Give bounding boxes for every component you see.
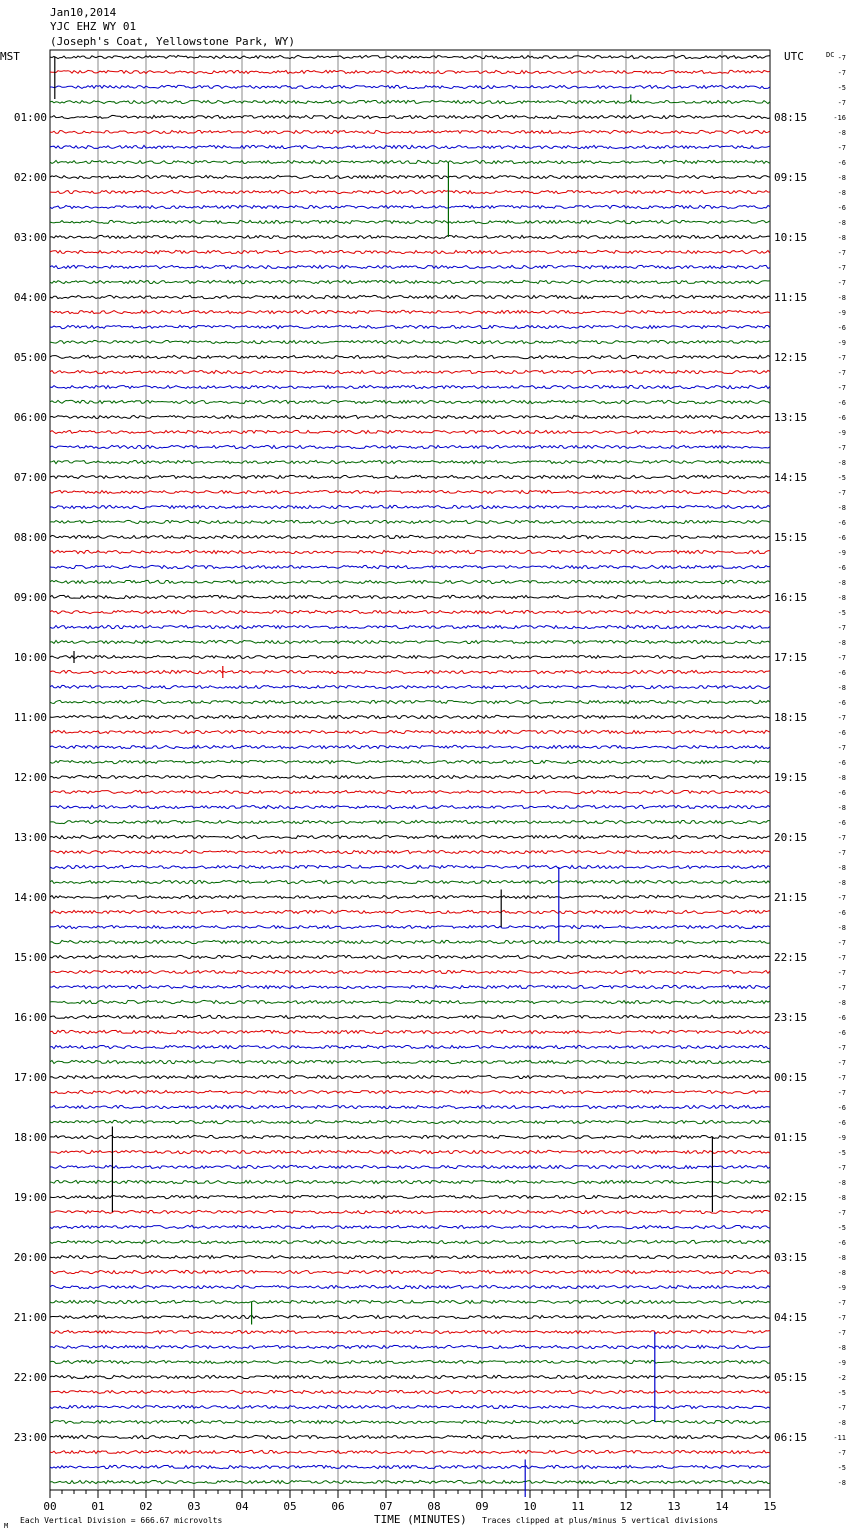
right-timezone-label: UTC	[784, 50, 804, 63]
dc-offset-label: -6	[837, 909, 846, 917]
mst-hour-label: 12:00	[13, 771, 47, 784]
trace-row-60	[50, 955, 770, 958]
dc-offset-label: -7	[837, 1404, 846, 1412]
trace-row-6	[50, 145, 770, 148]
dc-offset-label: -7	[837, 444, 846, 452]
trace-row-40	[50, 656, 770, 659]
dc-offset-label: -7	[837, 834, 846, 842]
dc-offset-label: -7	[837, 1089, 846, 1097]
mst-hour-label: 10:00	[13, 651, 47, 664]
utc-hour-label: 14:15	[774, 471, 808, 484]
trace-row-8	[50, 175, 770, 178]
mst-hour-label: 23:00	[13, 1431, 47, 1444]
trace-row-30	[50, 505, 770, 508]
trace-row-54	[50, 865, 770, 868]
trace-row-82	[50, 1285, 770, 1288]
utc-hour-label: 18:15	[774, 711, 808, 724]
dc-offset-label: -7	[837, 624, 846, 632]
trace-row-35	[50, 580, 770, 583]
dc-offset-label: -9	[837, 429, 846, 437]
trace-row-52	[50, 835, 770, 838]
dc-offset-label: -8	[837, 879, 846, 887]
utc-hour-label: 09:15	[774, 171, 808, 184]
mst-hour-label: 16:00	[13, 1011, 47, 1024]
dc-offset-label: -7	[837, 1044, 846, 1052]
dc-offset-label: -6	[837, 819, 846, 827]
trace-row-20	[50, 355, 770, 358]
dc-offset-label: -7	[837, 54, 846, 62]
dc-offset-label: -9	[837, 309, 846, 317]
dc-offset-label: -5	[837, 1389, 846, 1397]
dc-offset-label: -8	[837, 1479, 846, 1487]
mst-hour-label: 19:00	[13, 1191, 47, 1204]
trace-row-50	[50, 805, 770, 808]
trace-group	[50, 55, 770, 1483]
trace-row-89	[50, 1390, 770, 1393]
trace-row-65	[50, 1030, 770, 1033]
trace-row-75	[50, 1180, 770, 1183]
dc-offset-label: -6	[837, 564, 846, 572]
date-label: Jan10,2014	[50, 6, 117, 19]
dc-offset-label: -2	[837, 1374, 846, 1382]
mst-hour-label: 20:00	[13, 1251, 47, 1264]
dc-offset-label: -7	[837, 279, 846, 287]
dc-offset-label: -8	[837, 639, 846, 647]
x-tick-label: 09	[475, 1500, 489, 1513]
dc-offset-label: -7	[837, 144, 846, 152]
trace-row-48	[50, 775, 770, 778]
dc-offset-label: -8	[837, 579, 846, 587]
dc-offset-label: -8	[837, 234, 846, 242]
dc-offset-label: -5	[837, 1149, 846, 1157]
dc-offset-label: -7	[837, 99, 846, 107]
trace-row-73	[50, 1150, 770, 1153]
dc-offset-label: -7	[837, 714, 846, 722]
trace-row-61	[50, 970, 770, 973]
dc-offset-label: -8	[837, 504, 846, 512]
dc-offset-label: -7	[837, 849, 846, 857]
mst-hour-label: 01:00	[13, 111, 47, 124]
trace-row-34	[50, 565, 770, 568]
trace-row-83	[50, 1300, 770, 1303]
x-tick-label: 00	[43, 1500, 57, 1513]
utc-hour-label: 04:15	[774, 1311, 808, 1324]
utc-hour-label: 08:15	[774, 111, 808, 124]
trace-row-24	[50, 415, 770, 418]
trace-row-33	[50, 550, 770, 553]
trace-row-91	[50, 1420, 770, 1423]
dc-offset-header: DC	[826, 51, 835, 59]
dc-offset-label: -7	[837, 264, 846, 272]
trace-row-79	[50, 1240, 770, 1243]
dc-offset-label: -8	[837, 1254, 846, 1262]
dc-offset-label: -7	[837, 69, 846, 77]
dc-offset-label: -7	[837, 1059, 846, 1067]
mst-hour-label: 14:00	[13, 891, 47, 904]
x-tick-label: 06	[331, 1500, 345, 1513]
trace-row-62	[50, 985, 770, 988]
utc-hour-label: 11:15	[774, 291, 808, 304]
utc-hour-label: 23:15	[774, 1011, 808, 1024]
dc-offset-label: -8	[837, 1344, 846, 1352]
dc-offset-label: -7	[837, 1299, 846, 1307]
dc-offset-label: -9	[837, 339, 846, 347]
trace-row-31	[50, 520, 770, 523]
x-tick-label: 08	[427, 1500, 441, 1513]
trace-row-43	[50, 700, 770, 703]
dc-offset-label: -7	[837, 384, 846, 392]
dc-offset-label: -7	[837, 1449, 846, 1457]
trace-row-23	[50, 400, 770, 403]
left-timezone-label: MST	[0, 50, 20, 63]
station-label: YJC EHZ WY 01	[50, 20, 137, 33]
trace-row-56	[50, 895, 770, 898]
dc-offset-label: -8	[837, 1179, 846, 1187]
trace-row-10	[50, 205, 770, 208]
clip-note: Traces clipped at plus/minus 5 vertical divisions	[482, 1516, 719, 1525]
trace-row-72	[50, 1135, 770, 1138]
trace-row-7	[50, 160, 770, 163]
dc-offset-label: -8	[837, 864, 846, 872]
utc-hour-label: 21:15	[774, 891, 808, 904]
x-tick-label: 04	[235, 1500, 249, 1513]
trace-row-58	[50, 925, 770, 928]
dc-offset-label: -6	[837, 159, 846, 167]
x-tick-label: 13	[667, 1500, 681, 1513]
trace-row-32	[50, 535, 770, 538]
dc-offset-label: -6	[837, 1104, 846, 1112]
x-tick-label: 15	[763, 1500, 777, 1513]
dc-offset-label: -8	[837, 1269, 846, 1277]
utc-hour-label: 15:15	[774, 531, 808, 544]
utc-hour-label: 12:15	[774, 351, 808, 364]
trace-row-0	[50, 55, 770, 58]
x-tick-label: 03	[187, 1500, 201, 1513]
trace-row-59	[50, 940, 770, 943]
trace-row-76	[50, 1195, 770, 1198]
mst-hour-label: 05:00	[13, 351, 47, 364]
dc-offset-label: -8	[837, 189, 846, 197]
x-tick-label: 11	[571, 1500, 585, 1513]
trace-row-25	[50, 430, 770, 433]
x-tick-label: 07	[379, 1500, 393, 1513]
dc-offset-label: -6	[837, 399, 846, 407]
x-tick-label: 12	[619, 1500, 633, 1513]
dc-offset-label: -8	[837, 294, 846, 302]
utc-hour-label: 02:15	[774, 1191, 808, 1204]
mst-hour-label: 08:00	[13, 531, 47, 544]
trace-row-95	[50, 1480, 770, 1483]
trace-row-42	[50, 685, 770, 688]
trace-row-4	[50, 115, 770, 118]
trace-row-14	[50, 265, 770, 268]
dc-offset-label: -7	[837, 1164, 846, 1172]
utc-hour-label: 01:15	[774, 1131, 808, 1144]
mst-hour-label: 09:00	[13, 591, 47, 604]
x-tick-label: 10	[523, 1500, 537, 1513]
trace-row-1	[50, 70, 770, 73]
utc-hour-label: 05:15	[774, 1371, 808, 1384]
trace-row-38	[50, 625, 770, 628]
trace-row-44	[50, 715, 770, 718]
utc-hour-label: 13:15	[774, 411, 808, 424]
dc-offset-label: -6	[837, 1239, 846, 1247]
dc-offset-label: -5	[837, 1224, 846, 1232]
utc-hour-label: 19:15	[774, 771, 808, 784]
dc-offset-label: -9	[837, 1134, 846, 1142]
x-axis-title: TIME (MINUTES)	[374, 1513, 467, 1526]
trace-row-64	[50, 1015, 770, 1018]
dc-offset-label: -7	[837, 969, 846, 977]
dc-offset-label: -7	[837, 249, 846, 257]
dc-offset-label: -6	[837, 519, 846, 527]
trace-row-12	[50, 235, 770, 238]
dc-offset-label: -8	[837, 129, 846, 137]
mst-hour-label: 07:00	[13, 471, 47, 484]
dc-offset-label: -6	[837, 789, 846, 797]
trace-row-29	[50, 490, 770, 493]
dc-offset-label: -5	[837, 84, 846, 92]
trace-row-45	[50, 730, 770, 733]
trace-row-51	[50, 820, 770, 823]
trace-row-80	[50, 1255, 770, 1258]
dc-offset-label: -5	[837, 474, 846, 482]
trace-row-94	[50, 1465, 770, 1468]
dc-offset-label: -7	[837, 1329, 846, 1337]
trace-row-57	[50, 910, 770, 913]
dc-offset-label: -6	[837, 1029, 846, 1037]
trace-row-71	[50, 1120, 770, 1123]
x-tick-label: 14	[715, 1500, 729, 1513]
trace-row-53	[50, 850, 770, 853]
dc-offset-label: -6	[837, 759, 846, 767]
trace-row-36	[50, 595, 770, 598]
dc-offset-label: -9	[837, 1359, 846, 1367]
dc-offset-label: -7	[837, 354, 846, 362]
scale-note: Each Vertical Division = 666.67 microvolts	[20, 1516, 223, 1525]
dc-offset-label: -8	[837, 774, 846, 782]
x-tick-label: 02	[139, 1500, 153, 1513]
corner-mark: M	[4, 1522, 9, 1530]
trace-row-19	[50, 340, 770, 343]
trace-row-2	[50, 85, 770, 88]
trace-row-21	[50, 370, 770, 373]
trace-row-92	[50, 1435, 770, 1438]
mst-hour-label: 17:00	[13, 1071, 47, 1084]
trace-row-3	[50, 100, 770, 103]
dc-offset-label: -7	[837, 939, 846, 947]
trace-row-37	[50, 610, 770, 613]
trace-row-63	[50, 1000, 770, 1003]
trace-row-66	[50, 1045, 770, 1048]
trace-row-93	[50, 1450, 770, 1453]
trace-row-9	[50, 190, 770, 193]
dc-offset-label: -5	[837, 1464, 846, 1472]
trace-row-41	[50, 670, 770, 673]
dc-offset-label: -8	[837, 999, 846, 1007]
trace-row-28	[50, 475, 770, 478]
dc-offset-label: -7	[837, 1074, 846, 1082]
utc-hour-label: 22:15	[774, 951, 808, 964]
trace-row-47	[50, 760, 770, 763]
utc-hour-label: 00:15	[774, 1071, 808, 1084]
trace-row-18	[50, 325, 770, 328]
dc-offset-label: -9	[837, 549, 846, 557]
dc-offset-label: -8	[837, 219, 846, 227]
dc-offset-label: -8	[837, 459, 846, 467]
trace-row-86	[50, 1345, 770, 1348]
trace-row-55	[50, 880, 770, 883]
dc-offset-label: -6	[837, 414, 846, 422]
dc-offset-label: -11	[833, 1434, 846, 1442]
utc-hour-label: 06:15	[774, 1431, 808, 1444]
trace-row-85	[50, 1330, 770, 1333]
dc-offset-label: -6	[837, 204, 846, 212]
dc-offset-label: -8	[837, 174, 846, 182]
mst-hour-label: 04:00	[13, 291, 47, 304]
dc-offset-label: -6	[837, 534, 846, 542]
dc-offset-label: -7	[837, 744, 846, 752]
mst-hour-label: 22:00	[13, 1371, 47, 1384]
trace-row-69	[50, 1091, 770, 1094]
dc-offset-label: -7	[837, 984, 846, 992]
trace-row-27	[50, 460, 770, 463]
trace-row-81	[50, 1270, 770, 1273]
dc-offset-label: -6	[837, 669, 846, 677]
dc-offset-label: -7	[837, 654, 846, 662]
utc-hour-label: 03:15	[774, 1251, 808, 1264]
dc-offset-label: -7	[837, 489, 846, 497]
utc-hour-label: 10:15	[774, 231, 808, 244]
mst-hour-label: 02:00	[13, 171, 47, 184]
mst-hour-label: 03:00	[13, 231, 47, 244]
trace-row-11	[50, 220, 770, 223]
dc-offset-label: -7	[837, 369, 846, 377]
x-tick-label: 05	[283, 1500, 297, 1513]
trace-row-39	[50, 640, 770, 643]
trace-row-17	[50, 310, 770, 313]
trace-row-88	[50, 1375, 770, 1378]
dc-offset-label: -8	[837, 594, 846, 602]
mst-hour-label: 11:00	[13, 711, 47, 724]
dc-offset-label: -7	[837, 894, 846, 902]
dc-offset-label: -8	[837, 804, 846, 812]
trace-row-78	[50, 1225, 770, 1228]
dc-offset-label: -5	[837, 609, 846, 617]
dc-offset-label: -6	[837, 699, 846, 707]
trace-row-16	[50, 295, 770, 298]
utc-hour-label: 20:15	[774, 831, 808, 844]
dc-offset-label: -8	[837, 924, 846, 932]
trace-row-84	[50, 1315, 770, 1318]
dc-offset-label: -9	[837, 1284, 846, 1292]
dc-offset-label: -6	[837, 729, 846, 737]
mst-hour-label: 21:00	[13, 1311, 47, 1324]
utc-hour-label: 16:15	[774, 591, 808, 604]
mst-hour-label: 15:00	[13, 951, 47, 964]
dc-offset-label: -6	[837, 1014, 846, 1022]
mst-hour-label: 18:00	[13, 1131, 47, 1144]
trace-row-46	[50, 745, 770, 748]
trace-row-68	[50, 1075, 770, 1078]
trace-row-74	[50, 1165, 770, 1168]
mst-hour-label: 06:00	[13, 411, 47, 424]
x-axis	[43, 1490, 776, 1513]
utc-hour-label: 17:15	[774, 651, 808, 664]
location-label: (Joseph's Coat, Yellowstone Park, WY)	[50, 35, 296, 48]
dc-offset-label: -7	[837, 954, 846, 962]
dc-offset-label: -7	[837, 1209, 846, 1217]
trace-row-26	[50, 445, 770, 448]
x-tick-label: 01	[91, 1500, 105, 1513]
trace-row-90	[50, 1405, 770, 1408]
dc-offset-label: -8	[837, 1194, 846, 1202]
trace-row-5	[50, 130, 770, 133]
trace-row-49	[50, 790, 770, 793]
trace-row-77	[50, 1210, 770, 1213]
dc-offset-label: -7	[837, 1314, 846, 1322]
dc-offset-label: -6	[837, 1119, 846, 1127]
dc-offset-label: -8	[837, 1419, 846, 1427]
dc-offset-label: -8	[837, 684, 846, 692]
trace-row-70	[50, 1105, 770, 1108]
mst-hour-label: 13:00	[13, 831, 47, 844]
trace-row-13	[50, 250, 770, 253]
trace-row-22	[50, 385, 770, 388]
trace-row-15	[50, 280, 770, 283]
dc-offset-label: -6	[837, 324, 846, 332]
dc-offset-label: -16	[833, 114, 846, 122]
trace-row-67	[50, 1060, 770, 1063]
trace-row-87	[50, 1360, 770, 1363]
